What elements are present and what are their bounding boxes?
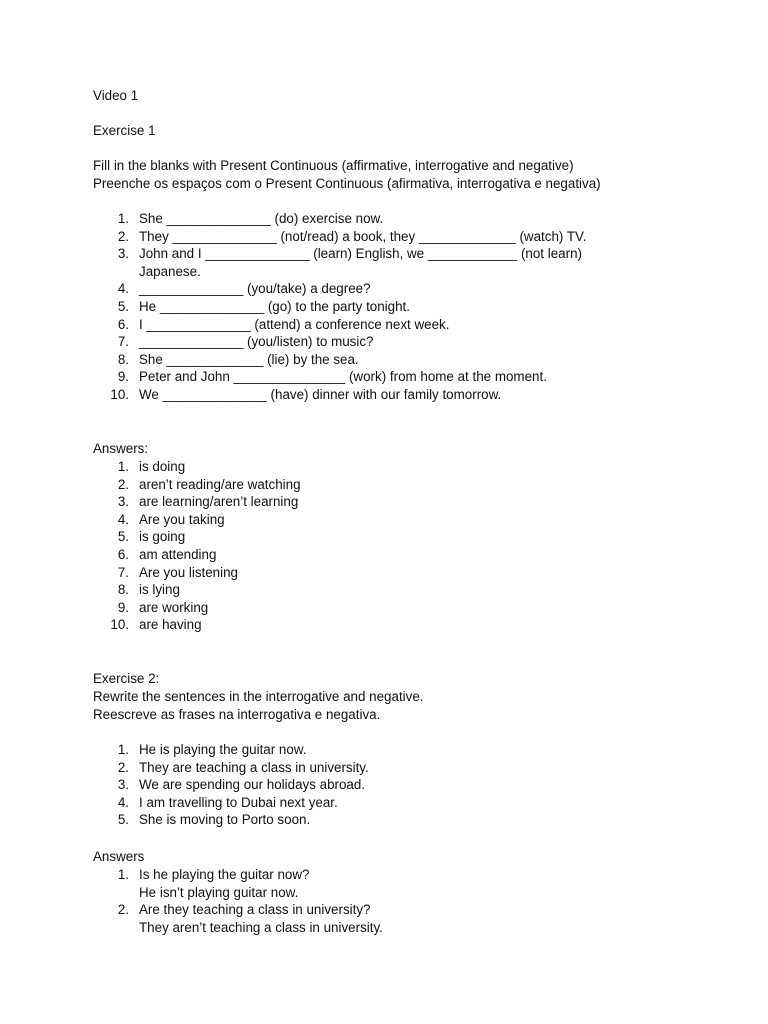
- item-number: 1.: [117, 459, 129, 474]
- list-item: [93, 741, 653, 759]
- item-text: is doing: [139, 459, 186, 474]
- item-text: is going: [139, 529, 186, 545]
- list-item: [93, 866, 653, 901]
- list-item: [93, 386, 653, 404]
- answers2-list: [93, 866, 653, 936]
- item-number: 3.: [117, 777, 129, 793]
- exercise2-list: [93, 741, 653, 829]
- list-item: [93, 333, 653, 351]
- list-item: [93, 811, 653, 829]
- item-number: 2.: [117, 476, 129, 492]
- list-item: [93, 493, 653, 511]
- list-item: [93, 528, 653, 546]
- item-text: John and I ______________ (learn) English, we ____________ (not learn): [139, 246, 582, 262]
- list-item: [93, 794, 653, 812]
- item-number: 1.: [117, 211, 129, 226]
- exercise1-instruction-pt: Preenche os espaços com o Present Continuous (afirmativa, interrogativa e negativa): [93, 176, 601, 191]
- item-text: are working: [139, 599, 209, 615]
- item-text: She is moving to Porto soon.: [139, 812, 311, 828]
- list-item: [93, 581, 653, 599]
- item-text: We ______________ (have) dinner with our family tomorrow.: [139, 386, 502, 402]
- list-item: [93, 245, 653, 280]
- item-text: She _____________ (lie) by the sea.: [139, 351, 359, 367]
- item-number: 2.: [117, 759, 129, 775]
- item-number: 5.: [117, 812, 129, 828]
- item-text: I am travelling to Dubai next year.: [139, 794, 338, 810]
- item-text: He is playing the guitar now.: [139, 742, 307, 757]
- exercise1-instruction-en: Fill in the blanks with Present Continuous (affirmative, interrogative and negative): [93, 158, 574, 173]
- item-number: 1.: [117, 742, 129, 757]
- answers2-heading: Answers: [93, 849, 145, 864]
- list-item: [93, 298, 653, 316]
- answers1-list: [93, 458, 653, 634]
- item-text: Is he playing the guitar now?: [139, 867, 310, 882]
- list-item: [93, 564, 653, 582]
- list-item: [93, 616, 653, 634]
- exercise1-heading: Exercise 1: [93, 123, 156, 138]
- item-number: 2.: [117, 902, 129, 918]
- item-text: We are spending our holidays abroad.: [139, 777, 366, 793]
- video-title: Video 1: [93, 88, 139, 103]
- item-number: 7.: [117, 334, 129, 350]
- item-number: 3.: [117, 494, 129, 510]
- list-item: [93, 476, 653, 494]
- item-number: 10.: [110, 386, 129, 402]
- item-number: 8.: [117, 582, 129, 598]
- item-text: They ______________ (not/read) a book, they _____________ (watch) TV.: [139, 228, 587, 244]
- list-item: [93, 316, 653, 334]
- item-number: 4.: [117, 794, 129, 810]
- item-text: am attending: [139, 546, 217, 562]
- item-text: He ______________ (go) to the party tonight.: [139, 298, 410, 314]
- item-text: are learning/aren’t learning: [139, 494, 299, 510]
- item-text: I ______________ (attend) a conference next week.: [139, 316, 450, 332]
- item-number: 4.: [117, 281, 129, 297]
- list-item: [93, 458, 653, 476]
- item-text: Peter and John _______________ (work) from home at the moment.: [139, 369, 547, 385]
- item-text: ______________ (you/listen) to music?: [139, 334, 374, 350]
- item-number: 2.: [117, 228, 129, 244]
- list-item: [93, 511, 653, 529]
- list-item: [93, 546, 653, 564]
- list-item: [93, 228, 653, 246]
- item-number: 7.: [117, 564, 129, 580]
- item-number: 5.: [117, 529, 129, 545]
- item-number: 3.: [117, 246, 129, 262]
- item-text: They are teaching a class in university.: [139, 759, 369, 775]
- item-text: Are they teaching a class in university?: [139, 902, 371, 918]
- item-text-continuation: They aren’t teaching a class in university.: [139, 919, 383, 935]
- list-item: [93, 776, 653, 794]
- list-item: [93, 368, 653, 386]
- item-number: 9.: [117, 599, 129, 615]
- list-item: [93, 599, 653, 617]
- list-item: [93, 351, 653, 369]
- item-number: 4.: [117, 511, 129, 527]
- answers1-heading: Answers:: [93, 441, 149, 456]
- item-number: 6.: [117, 546, 129, 562]
- item-text: aren’t reading/are watching: [139, 476, 301, 492]
- exercise2-heading: Exercise 2:: [93, 671, 160, 686]
- item-number: 5.: [117, 298, 129, 314]
- item-text: Are you taking: [139, 511, 225, 527]
- item-text: ______________ (you/take) a degree?: [139, 281, 371, 297]
- list-item: [93, 759, 653, 777]
- item-text: is lying: [139, 582, 180, 598]
- exercise2-instruction-pt: Reescreve as frases na interrogativa e negativa.: [93, 707, 381, 722]
- item-number: 10.: [110, 617, 129, 633]
- item-text: Are you listening: [139, 564, 238, 580]
- item-text: are having: [139, 617, 202, 633]
- item-number: 6.: [117, 316, 129, 332]
- list-item: [93, 210, 653, 228]
- item-number: 8.: [117, 351, 129, 367]
- item-number: 9.: [117, 369, 129, 385]
- exercise2-instruction-en: Rewrite the sentences in the interrogative and negative.: [93, 689, 424, 704]
- item-number: 1.: [117, 867, 129, 882]
- exercise1-list: [93, 210, 653, 404]
- item-text-continuation: He isn’t playing guitar now.: [139, 884, 299, 900]
- item-text: She ______________ (do) exercise now.: [139, 211, 384, 226]
- item-text-continuation: Japanese.: [139, 263, 201, 279]
- list-item: [93, 901, 653, 936]
- list-item: [93, 280, 653, 298]
